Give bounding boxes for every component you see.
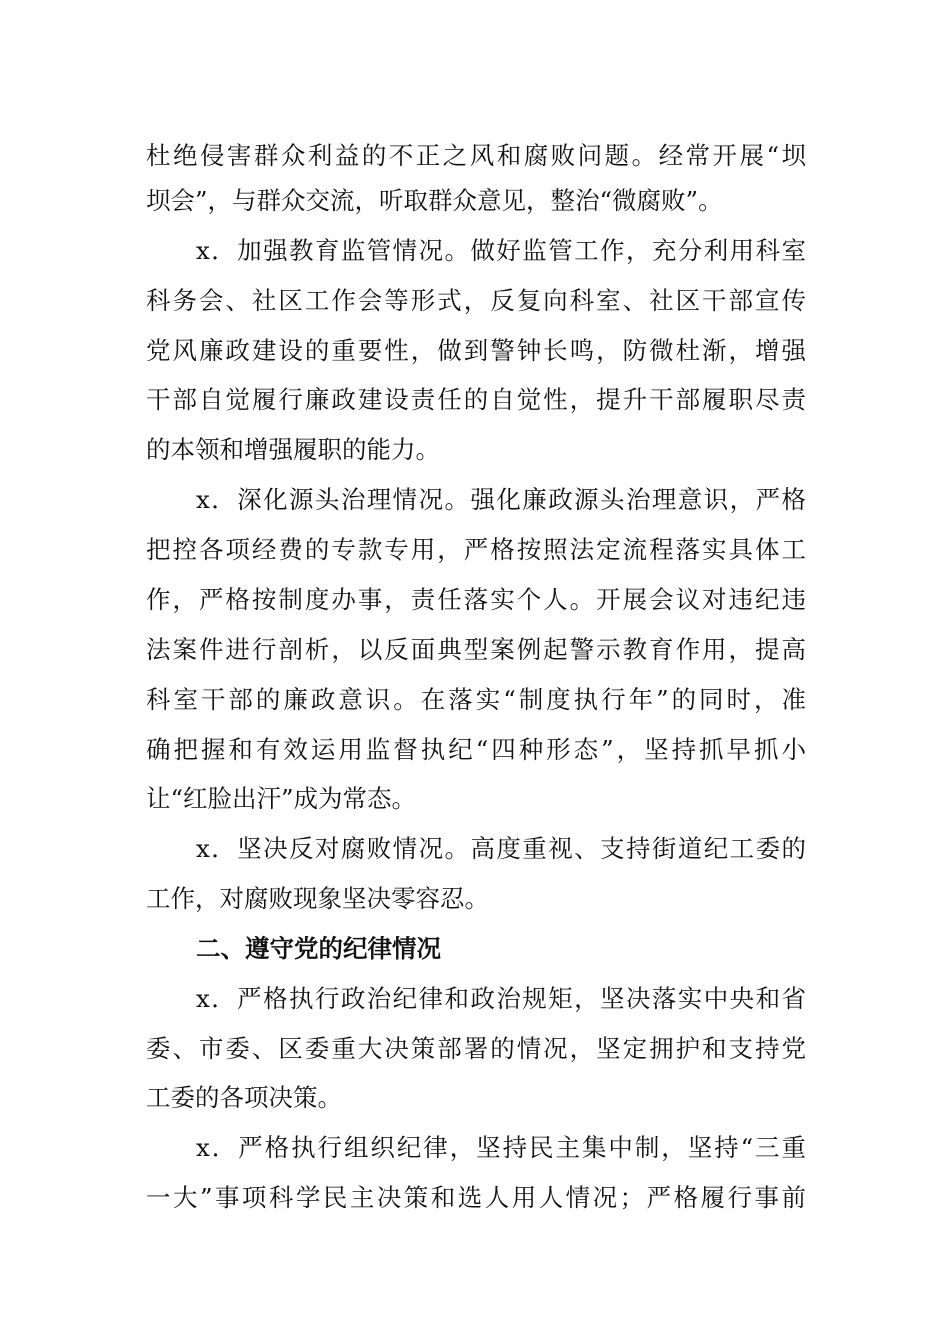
paragraph-2-line-1: x．加强教育监管情况。做好监管工作，充分利用科室: [196, 236, 806, 265]
paragraph-3-line-1: x．深化源头治理情况。强化廉政源头治理意识，严格: [196, 485, 806, 514]
paragraph-1-line-1: 杜绝侵害群众利益的不正之风和腐败问题。经常开展“坝: [146, 141, 806, 170]
paragraph-2-line-3: 党风廉政建设的重要性，做到警钟长鸣，防微杜渐，增强: [146, 336, 806, 365]
paragraph-3-line-7: 让“红脸出汗”成为常态。: [146, 784, 417, 813]
paragraph-3-line-6: 确把握和有效运用监督执纪“四种形态”，坚持抓早抓小: [146, 735, 806, 764]
paragraph-1-line-2: 坝会”，与群众交流，听取群众意见，整治“微腐败”。: [146, 186, 723, 215]
paragraph-2-line-5: 的本领和增强履职的能力。: [146, 435, 440, 464]
paragraph-3-line-5: 科室干部的廉政意识。在落实“制度执行年”的同时，准: [146, 685, 806, 714]
paragraph-2-line-2: 科务会、社区工作会等形式，反复向科室、社区干部宣传: [146, 286, 806, 315]
paragraph-6-line-2: 一大”事项科学民主决策和选人用人情况；严格履行事前: [146, 1183, 806, 1212]
paragraph-5-line-3: 工委的各项决策。: [146, 1083, 342, 1112]
paragraph-2-line-4: 干部自觉履行廉政建设责任的自觉性，提升干部履职尽责: [146, 385, 806, 414]
paragraph-4-line-2: 工作，对腐败现象坚决零容忍。: [146, 884, 489, 913]
paragraph-6-line-1: x．严格执行组织纪律，坚持民主集中制，坚持“三重: [196, 1133, 806, 1162]
paragraph-3-line-4: 法案件进行剖析，以反面典型案例起警示教育作用，提高: [146, 635, 806, 664]
paragraph-5-line-1: x．严格执行政治纪律和政治规矩，坚决落实中央和省: [196, 984, 806, 1013]
paragraph-5-line-2: 委、市委、区委重大决策部署的情况，坚定拥护和支持党: [146, 1034, 806, 1063]
paragraph-3-line-3: 作，严格按制度办事，责任落实个人。开展会议对违纪违: [146, 585, 806, 614]
section-heading: 二、遵守党的纪律情况: [196, 934, 441, 963]
paragraph-3-line-2: 把控各项经费的专款专用，严格按照法定流程落实具体工: [146, 535, 806, 564]
paragraph-4-line-1: x．坚决反对腐败情况。高度重视、支持街道纪工委的: [196, 834, 806, 863]
